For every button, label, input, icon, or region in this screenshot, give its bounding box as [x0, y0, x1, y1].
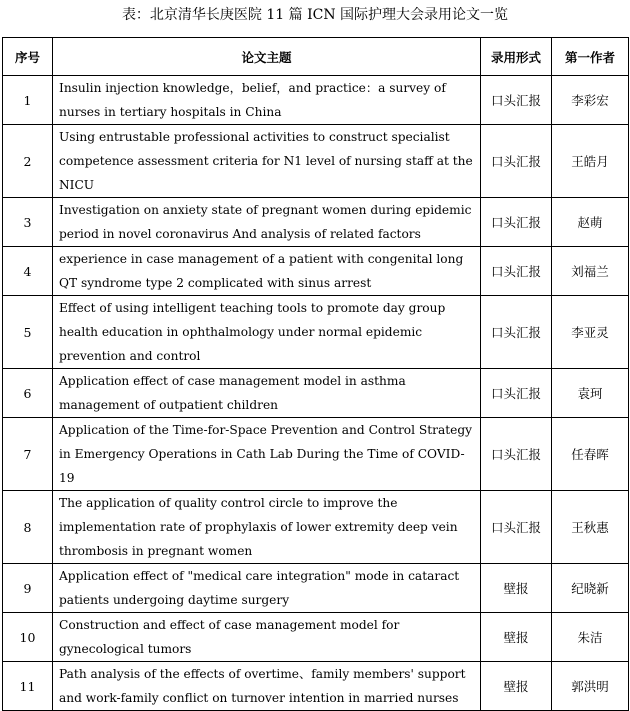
paper-topic: Effect of using intelligent teaching tools to promote day group health education in ophthalmology under normal epidemic prevention and control	[53, 296, 481, 369]
row-number: 4	[3, 247, 53, 296]
table-row	[3, 198, 629, 247]
acceptance-type: 口头汇报	[481, 76, 552, 125]
acceptance-type: 口头汇报	[481, 418, 552, 491]
acceptance-type: 口头汇报	[481, 296, 552, 369]
acceptance-type: 壁报	[481, 662, 552, 711]
row-number: 5	[3, 296, 53, 369]
row-number: 2	[3, 125, 53, 198]
acceptance-type: 口头汇报	[481, 491, 552, 564]
papers-table	[2, 37, 629, 711]
paper-topic: The application of quality control circle to improve the implementation rate of prophylaxis of lower extremity deep vein thrombosis in pregnant women	[53, 491, 481, 564]
first-author: 王秋惠	[552, 491, 629, 564]
acceptance-type: 壁报	[481, 564, 552, 613]
first-author: 赵萌	[552, 198, 629, 247]
first-author: 刘福兰	[552, 247, 629, 296]
header-topic: 论文主题	[53, 38, 481, 76]
first-author: 李彩宏	[552, 76, 629, 125]
first-author: 任春晖	[552, 418, 629, 491]
table-row	[3, 369, 629, 418]
row-number: 6	[3, 369, 53, 418]
paper-topic: Insulin injection knowledge，belief，and practice：a survey of nurses in tertiary hospitals in China	[53, 76, 481, 125]
table-row	[3, 613, 629, 662]
paper-topic: Application of the Time-for-Space Prevention and Control Strategy in Emergency Operations in Cath Lab During the Time of COVID-19	[53, 418, 481, 491]
acceptance-type: 口头汇报	[481, 247, 552, 296]
acceptance-type: 口头汇报	[481, 198, 552, 247]
first-author: 纪晓新	[552, 564, 629, 613]
table-row	[3, 662, 629, 711]
paper-topic: experience in case management of a patient with congenital long QT syndrome type 2 complicated with sinus arrest	[53, 247, 481, 296]
row-number: 9	[3, 564, 53, 613]
row-number: 10	[3, 613, 53, 662]
table-row	[3, 125, 629, 198]
row-number: 3	[3, 198, 53, 247]
header-no: 序号	[3, 38, 53, 76]
header-row	[3, 38, 629, 76]
first-author: 李亚灵	[552, 296, 629, 369]
table-row	[3, 491, 629, 564]
paper-topic: Application effect of case management model in asthma management of outpatient children	[53, 369, 481, 418]
first-author: 朱洁	[552, 613, 629, 662]
first-author: 王皓月	[552, 125, 629, 198]
acceptance-type: 口头汇报	[481, 125, 552, 198]
table-row	[3, 76, 629, 125]
row-number: 1	[3, 76, 53, 125]
acceptance-type: 口头汇报	[481, 369, 552, 418]
first-author: 郭洪明	[552, 662, 629, 711]
table-row	[3, 418, 629, 491]
paper-topic: Investigation on anxiety state of pregnant women during epidemic period in novel coronavirus And analysis of related factors	[53, 198, 481, 247]
paper-topic: Application effect of "medical care integration" mode in cataract patients undergoing daytime surgery	[53, 564, 481, 613]
table-row	[3, 296, 629, 369]
row-number: 8	[3, 491, 53, 564]
paper-topic: Path analysis of the effects of overtime、family members' support and work-family conflict on turnover intention in married nurses	[53, 662, 481, 711]
paper-topic: Construction and effect of case management model for gynecological tumors	[53, 613, 481, 662]
table-row	[3, 564, 629, 613]
table-row	[3, 247, 629, 296]
paper-topic: Using entrustable professional activities to construct specialist competence assessment criteria for N1 level of nursing staff at the NICU	[53, 125, 481, 198]
row-number: 11	[3, 662, 53, 711]
first-author: 袁珂	[552, 369, 629, 418]
header-type: 录用形式	[481, 38, 552, 76]
table-caption: 表：北京清华长庚医院 11 篇 ICN 国际护理大会录用论文一览	[121, 7, 509, 23]
row-number: 7	[3, 418, 53, 491]
acceptance-type: 壁报	[481, 613, 552, 662]
header-author: 第一作者	[552, 38, 629, 76]
